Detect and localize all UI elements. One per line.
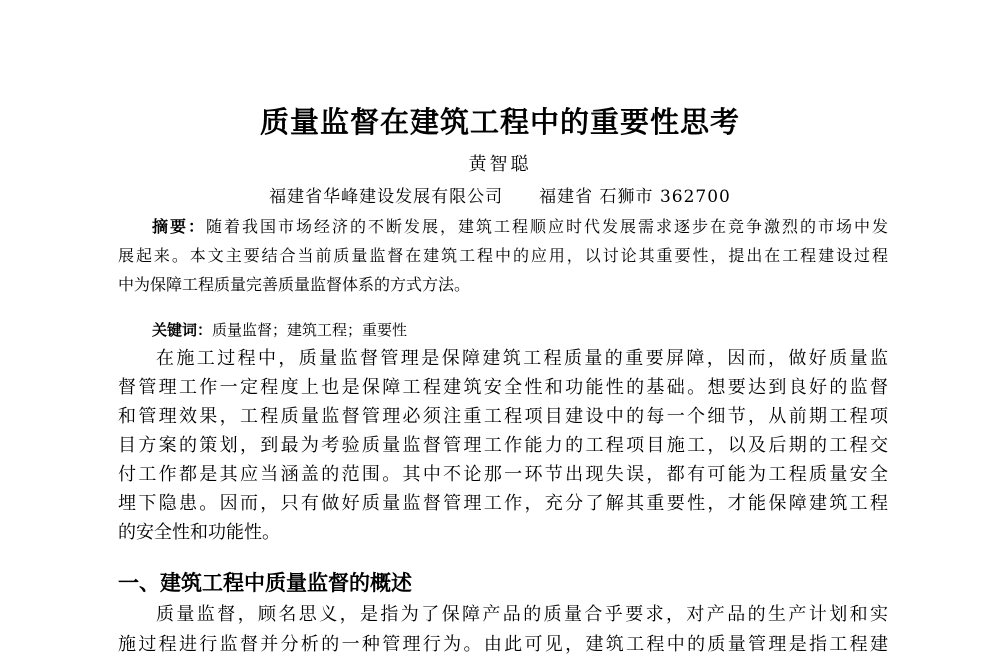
- body-line: 和管理效果，工程质量监督管理必须注重工程项目建设中的每一个细节，从前期工程项: [118, 406, 888, 427]
- abstract-line: 随着我国市场经济的不断发展，建筑工程顺应时代发展需求逐步在竞争激烈的市场中发: [206, 217, 888, 236]
- abstract-label: 摘要：: [152, 217, 206, 236]
- section1-paragraph: [118, 600, 888, 660]
- author-name: 黄智聪: [468, 154, 532, 175]
- abstract-line: 中为保障工程质量完善质量监督体系的方式方法。: [118, 275, 471, 294]
- keywords-list: 质量监督；建筑工程；重要性: [212, 321, 408, 339]
- intro-paragraph: [118, 344, 888, 547]
- body-line: 施过程进行监督并分析的一种管理行为。由此可见，建筑工程中的质量管理是指工程建: [118, 634, 888, 655]
- affiliation-location: 福建省 石狮市 362700: [539, 187, 731, 207]
- keywords-label: 关键词：: [152, 321, 213, 339]
- body-line: 埋下隐患。因而，只有做好质量监督管理工作，充分了解其重要性，才能保障建筑工程: [118, 493, 888, 514]
- body-line: 付工作都是其应当涵盖的范围。其中不论那一环节出现失误，都有可能为工程质量安全: [118, 464, 888, 485]
- body-line: 督管理工作一定程度上也是保障工程建筑安全性和功能性的基础。想要达到良好的监督: [118, 377, 888, 398]
- body-line: 的安全性和功能性。: [118, 522, 280, 543]
- section-heading: 一、建筑工程中质量监督的概述: [118, 571, 412, 595]
- body-line: 质量监督，顾名思义，是指为了保障产品的质量合乎要求，对产品的生产计划和实: [156, 604, 888, 625]
- abstract: [118, 212, 888, 299]
- paper-title: 质量监督在建筑工程中的重要性思考: [259, 105, 740, 139]
- body-line: 在施工过程中，质量监督管理是保障建筑工程质量的重要屏障，因而，做好质量监: [156, 348, 888, 369]
- abstract-line: 展起来。本文主要结合当前质量监督在建筑工程中的应用，以讨论其重要性，提出在工程建设过程: [118, 246, 888, 265]
- keywords: [118, 316, 888, 345]
- affiliation: [0, 182, 1000, 207]
- affiliation-company: 福建省华峰建设发展有限公司: [269, 187, 504, 207]
- body-line: 目方案的策划，到最为考验质量监督管理工作能力的工程项目施工，以及后期的工程交: [118, 435, 888, 456]
